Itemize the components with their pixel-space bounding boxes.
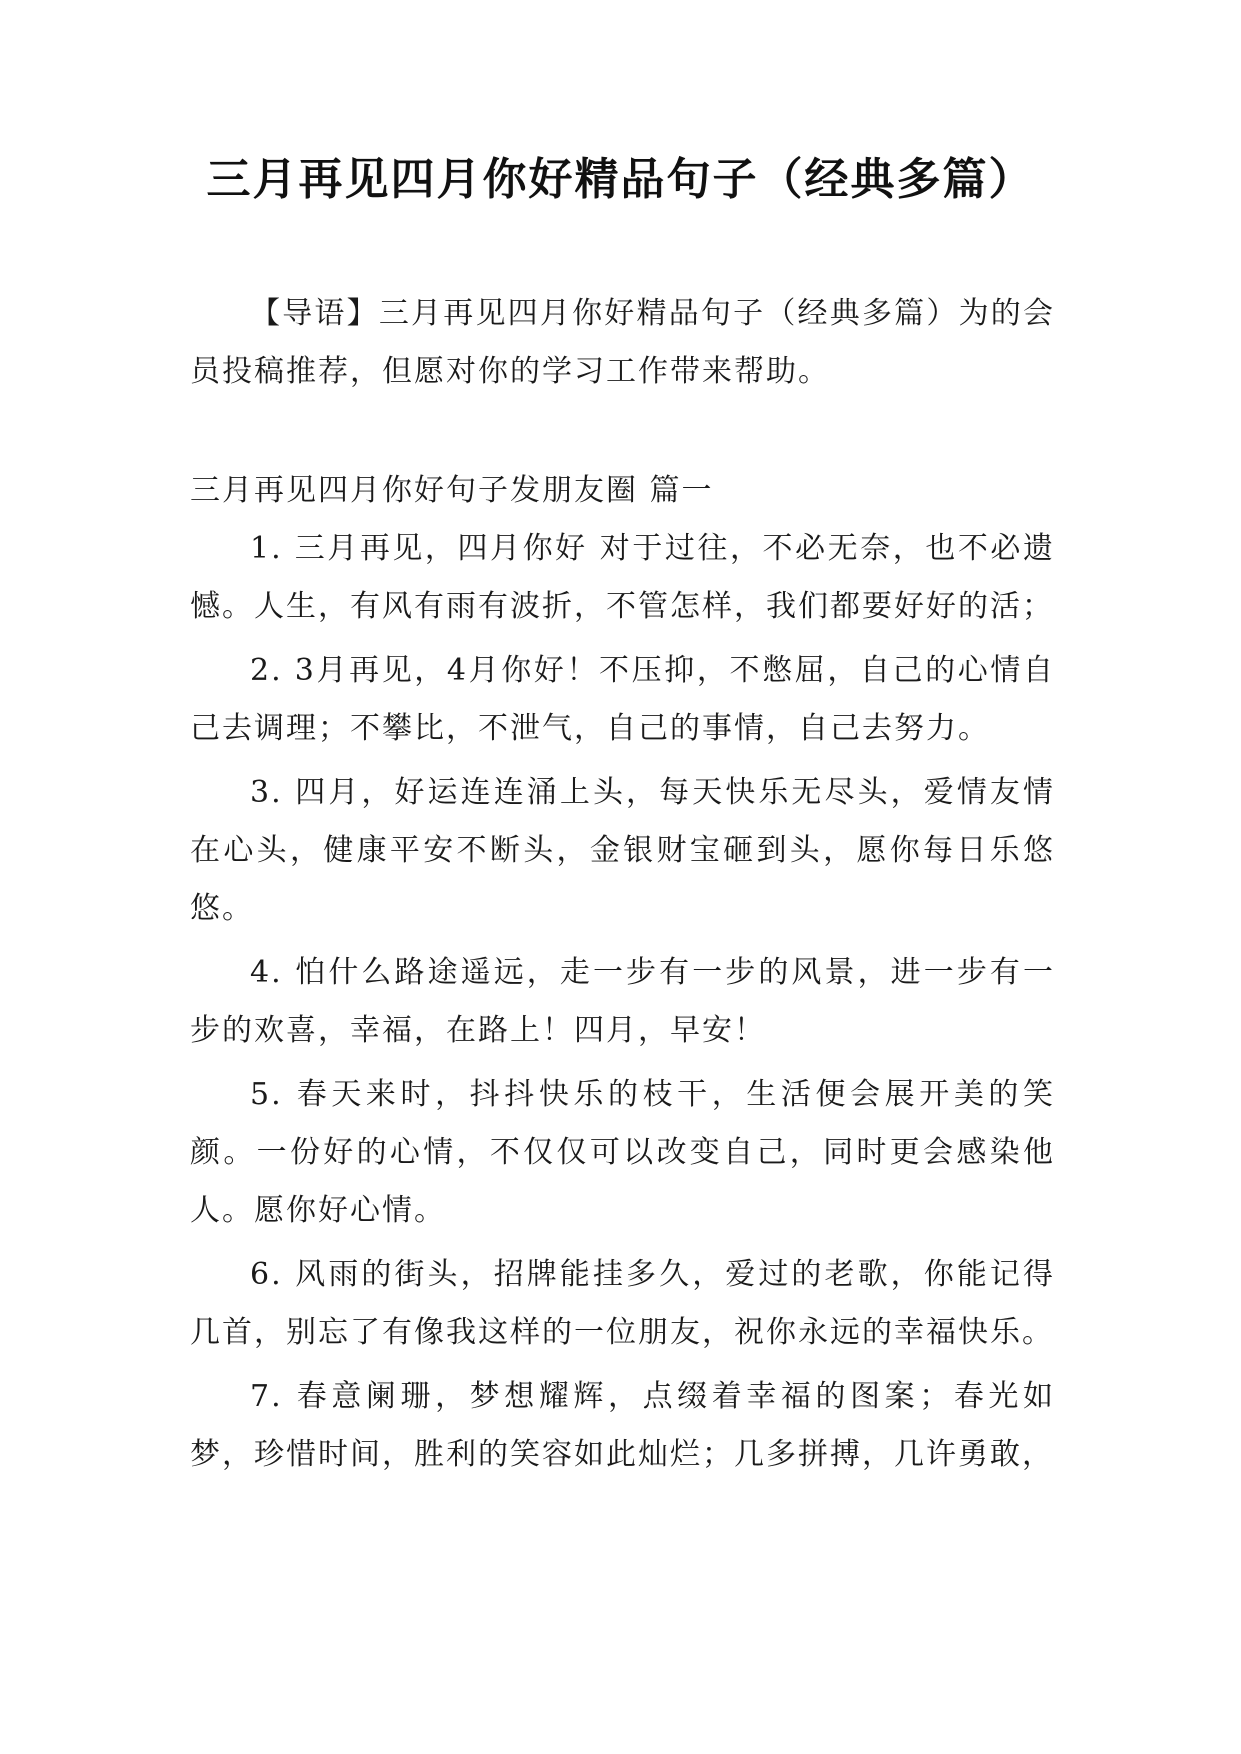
list-item: 4. 怕什么路途遥远，走一步有一步的风景，进一步有一步的欢喜，幸福，在路上！四月，早安！ xyxy=(190,955,1055,1048)
section-heading: 三月再见四月你好句子发朋友圈 篇一 xyxy=(190,473,714,508)
intro-paragraph: 【导语】三月再见四月你好精品句子（经典多篇）为的会员投稿推荐，但愿对你的学习工作带来帮助。 xyxy=(190,296,1055,389)
list-item: 2. 3月再见，4月你好！不压抑，不憋屈，自己的心情自己去调理；不攀比，不泄气，自己的事情，自己去努力。 xyxy=(190,653,1055,746)
list-item: 1. 三月再见，四月你好 对于过往，不必无奈，也不必遗憾。人生，有风有雨有波折，不管怎样，我们都要好好的活； xyxy=(190,531,1055,624)
list-item: 6. 风雨的街头，招牌能挂多久，爱过的老歌，你能记得几首，别忘了有像我这样的一位朋友，祝你永远的幸福快乐。 xyxy=(190,1257,1055,1350)
list-item: 3. 四月，好运连连涌上头，每天快乐无尽头，爱情友情在心头，健康平安不断头，金银财宝砸到头，愿你每日乐悠悠。 xyxy=(190,775,1055,926)
document-title: 三月再见四月你好精品句子（经典多篇） xyxy=(206,154,1035,205)
sentence-list xyxy=(190,520,1055,1490)
list-item: 5. 春天来时，抖抖快乐的枝干，生活便会展开美的笑颜。一份好的心情，不仅仅可以改变自己，同时更会感染他人。愿你好心情。 xyxy=(190,1077,1055,1228)
list-item: 7. 春意阑珊，梦想耀辉，点缀着幸福的图案；春光如梦，珍惜时间，胜利的笑容如此灿烂；几多拼搏，几许勇敢， xyxy=(190,1379,1055,1472)
